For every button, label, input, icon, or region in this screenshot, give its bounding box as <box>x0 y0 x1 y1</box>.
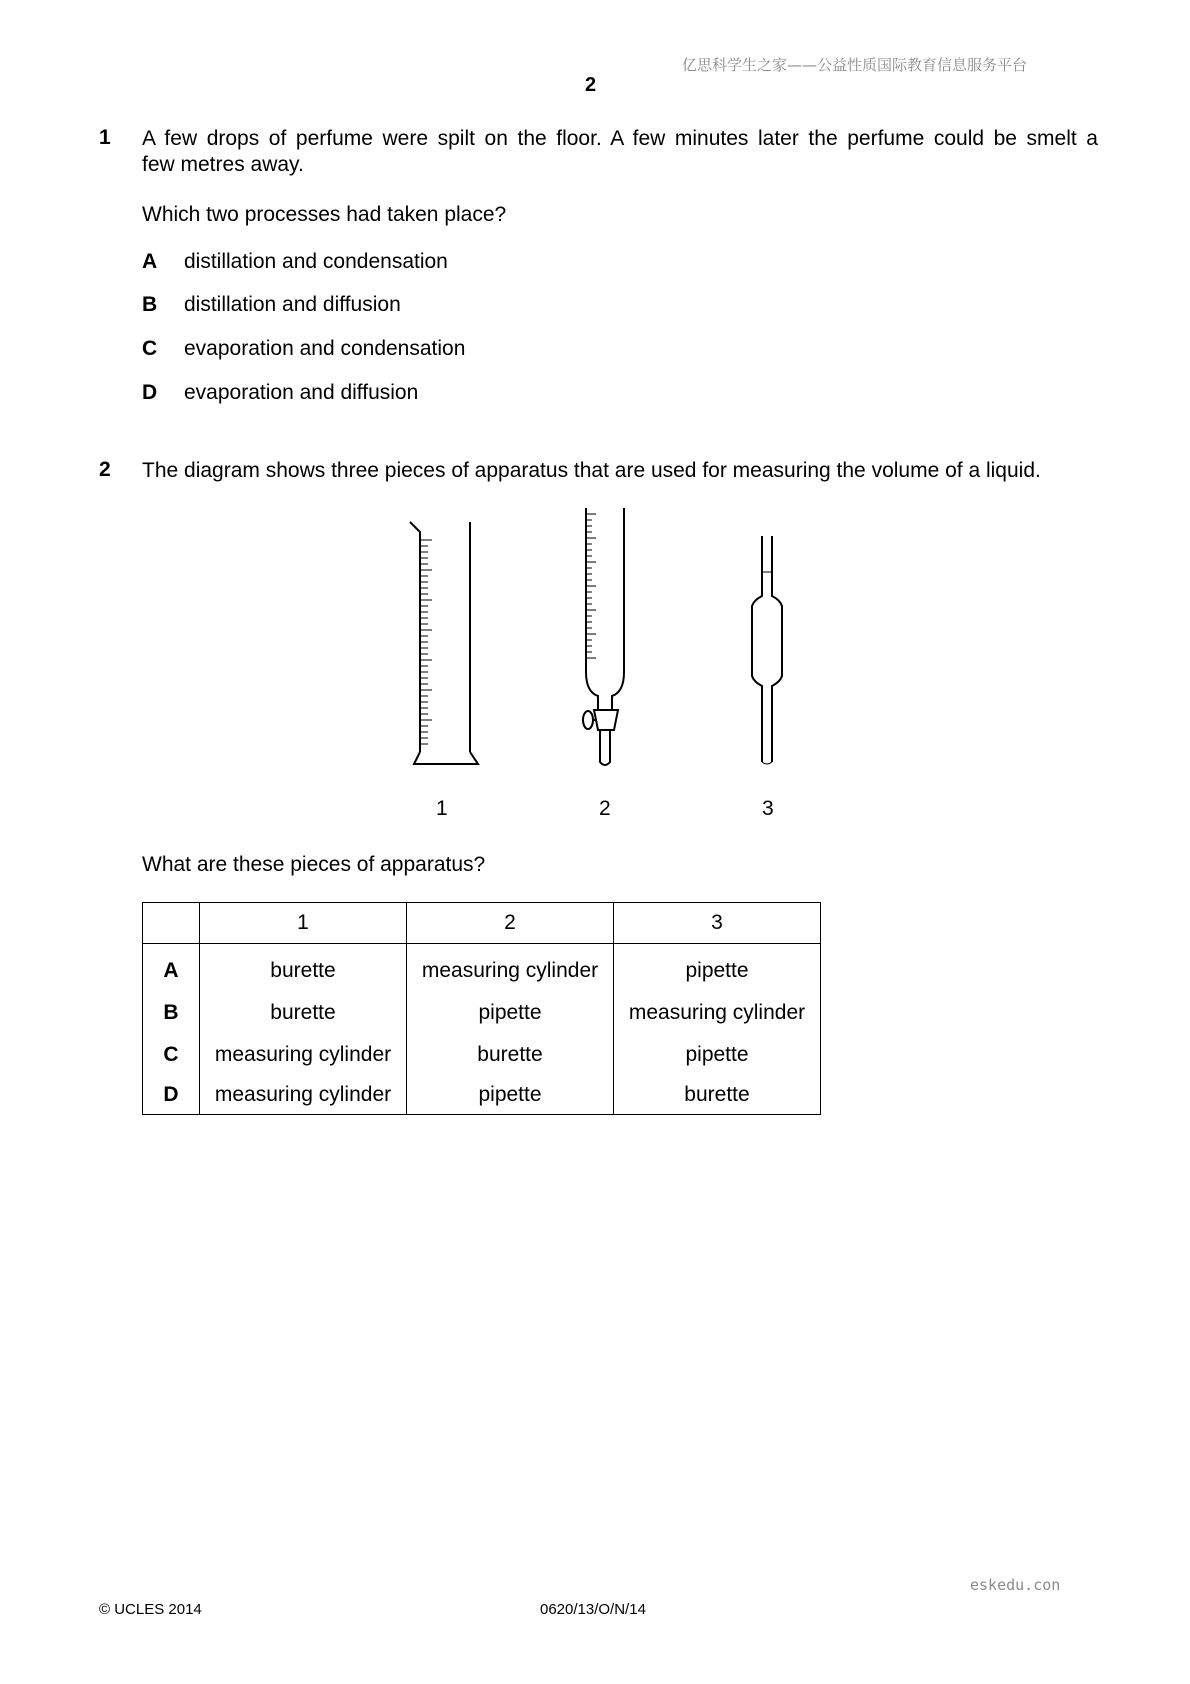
table-row <box>143 992 821 1034</box>
q1-option-c-letter: C <box>142 337 158 360</box>
table-header-cell: 3 <box>614 903 821 944</box>
footer-copyright: © UCLES 2014 <box>99 1601 202 1618</box>
table-cell: burette <box>407 1034 614 1076</box>
table-cell: measuring cylinder <box>200 1034 407 1076</box>
answer-table <box>142 902 821 1115</box>
row-letter: C <box>143 1034 200 1076</box>
table-cell: measuring cylinder <box>407 944 614 993</box>
table-cell: burette <box>614 1076 821 1115</box>
question-2-number: 2 <box>99 458 111 481</box>
q1-option-a-letter: A <box>142 250 158 273</box>
question-2-stem: The diagram shows three pieces of apparatus that are used for measuring the volume of a liquid. <box>142 459 1041 482</box>
q1-option-d-text: evaporation and diffusion <box>184 381 419 404</box>
question-1-stem-line1: A few drops of perfume were spilt on the floor. A few minutes later the perfume could be smelt a <box>142 127 1098 150</box>
page-number: 2 <box>585 74 597 96</box>
table-cell: measuring cylinder <box>614 992 821 1034</box>
question-1-number: 1 <box>99 126 111 149</box>
table-header-row <box>143 903 821 944</box>
question-1-prompt: Which two processes had taken place? <box>142 203 507 226</box>
table-cell: pipette <box>614 1034 821 1076</box>
table-cell: pipette <box>614 944 821 993</box>
measuring-cylinder-drawing <box>410 522 478 764</box>
header-watermark: 亿思科学生之家——公益性质国际教育信息服务平台 <box>682 56 1028 74</box>
table-row <box>143 1076 821 1115</box>
row-letter: B <box>143 992 200 1034</box>
table-cell: measuring cylinder <box>200 1076 407 1115</box>
table-cell: pipette <box>407 992 614 1034</box>
footer-paper-code: 0620/13/O/N/14 <box>540 1601 646 1618</box>
table-header-cell: 2 <box>407 903 614 944</box>
question-1-stem-line2: few metres away. <box>142 153 304 176</box>
footer-watermark: eskedu.con <box>970 1576 1061 1594</box>
row-letter: D <box>143 1076 200 1115</box>
diagram-label-1: 1 <box>436 797 448 820</box>
burette-drawing <box>583 508 624 765</box>
diagram-label-3: 3 <box>762 797 774 820</box>
table-cell: burette <box>200 944 407 993</box>
table-cell: burette <box>200 992 407 1034</box>
q1-option-b-letter: B <box>142 293 158 316</box>
row-letter: A <box>143 944 200 993</box>
question-2-prompt: What are these pieces of apparatus? <box>142 853 486 876</box>
table-row <box>143 944 821 993</box>
q1-option-b-text: distillation and diffusion <box>184 293 401 316</box>
pipette-drawing <box>752 536 782 764</box>
table-header-cell <box>143 903 200 944</box>
table-header-cell: 1 <box>200 903 407 944</box>
table-cell: pipette <box>407 1076 614 1115</box>
apparatus-diagram <box>380 500 800 780</box>
q1-option-c-text: evaporation and condensation <box>184 337 466 360</box>
table-row <box>143 1034 821 1076</box>
q1-option-a-text: distillation and condensation <box>184 250 448 273</box>
diagram-label-2: 2 <box>599 797 611 820</box>
q1-option-d-letter: D <box>142 381 158 404</box>
